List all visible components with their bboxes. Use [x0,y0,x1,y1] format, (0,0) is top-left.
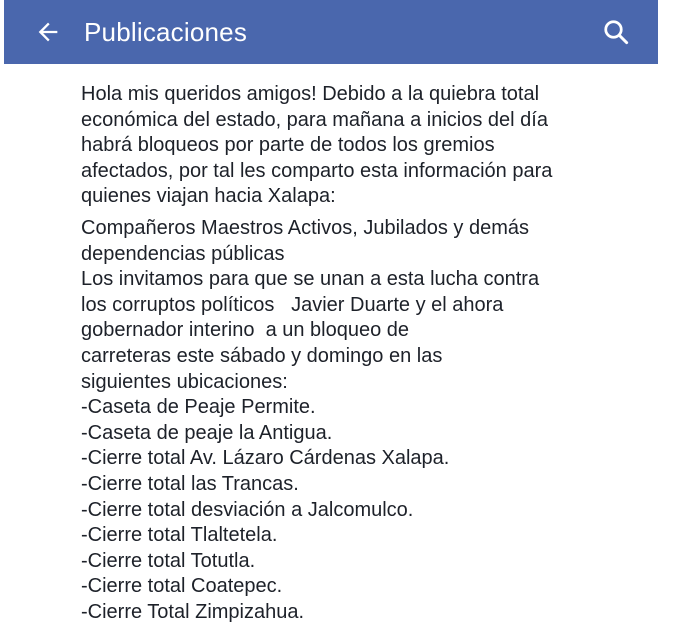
list-item: -Cierre total Totutla. [81,549,256,572]
text-line: quienes viajan hacia Xalapa: [81,185,336,208]
text-line: dependencias públicas [81,242,285,265]
text-line: habrá bloqueos por parte de todos los gremios [81,134,495,157]
text-line: siguientes ubicaciones: [81,370,288,393]
text-line: carreteras este sábado y domingo en las [81,344,443,367]
list-item: -Caseta de Peaje Permite. [81,396,316,419]
list-item: -Cierre total desviación a Jalcomulco. [81,498,414,521]
list-item: -Cierre total Tlaltetela. [81,524,278,547]
text-line: Los invitamos para que se unan a esta lucha contra [81,268,540,291]
page-title: Publicaciones [84,16,248,47]
list-item: -Cierre total Coatepec. [81,575,283,598]
text-line: gobernador interino a un bloqueo de [81,319,410,342]
list-item: -Cierre total las Trancas. [81,472,299,495]
search-icon [601,17,631,47]
search-button[interactable] [596,12,636,52]
app-bar [4,0,658,64]
locations-list [81,395,601,625]
text-line: afectados, por tal les comparto esta información para [81,159,553,182]
post-body [81,82,601,625]
list-item: -Caseta de peaje la Antigua. [81,421,333,444]
arrow-left-icon [34,18,62,46]
back-button[interactable] [28,12,68,52]
intro-paragraph [81,82,601,210]
list-item: -Cierre total Av. Lázaro Cárdenas Xalapa. [81,447,450,470]
text-line: Compañeros Maestros Activos, Jubilados y demás [81,216,529,239]
text-line: los corruptos políticos Javier Duarte y el ahora [81,293,504,316]
text-line: económica del estado, para mañana a inicios del día [81,108,548,131]
text-line: Hola mis queridos amigos! Debido a la quiebra total [81,83,540,105]
body-paragraph [81,216,601,395]
list-item: -Cierre Total Zimpizahua. [81,600,305,623]
